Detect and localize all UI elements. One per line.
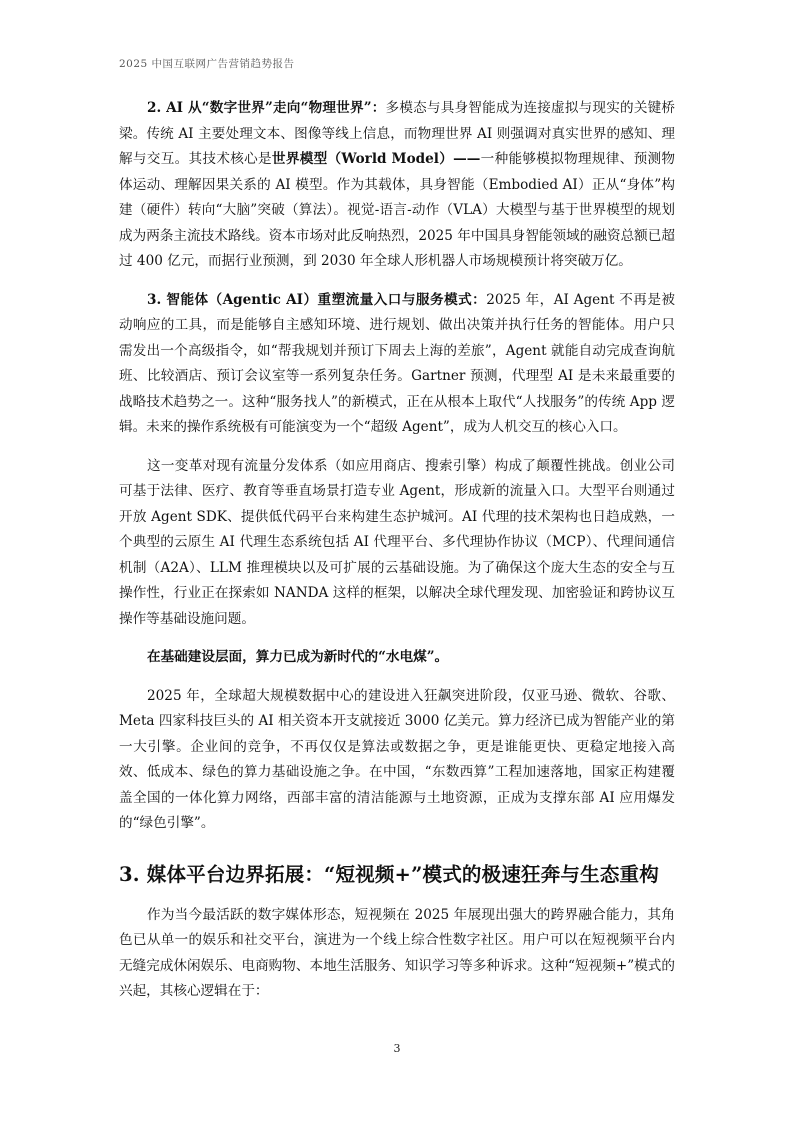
paragraph-agentic-ai [119, 288, 675, 441]
section-heading-media: 3. 媒体平台边界拓展：“短视频+”模式的极速狂奔与生态重构 [119, 862, 659, 886]
paragraph-text: 多模态与具身智能成为连接虚拟与现实的关键桥梁。传统 AI 主要处理文本、图像等线上信息，而物理世界 AI 则强调对真实世界的感知、理解与交互。其技术核心是 [119, 100, 675, 167]
running-header: 2025 中国互联网广告营销趋势报告 [119, 58, 295, 70]
page-number: 3 [393, 1042, 401, 1055]
lead-infrastructure: 在基础建设层面，算力已成为新时代的“水电煤”。 [147, 649, 449, 665]
paragraph-text: 一种能够模拟物理规律、预测物体运动、理解因果关系的 AI 模型。作为其载体，具身智能（Embodied AI）正从“身体”构建（硬件）转向“大脑”突破（算法）。视觉-语言-动作（VLA）大模型与基于世界模型的规划成为两条主流技术路线。资本市场对此反响热烈，2025 年中国具身智能领域的融资总额已超过 400 亿元，而据行业预测，到 2030 年全球人形机器人市场规模预计将突破万亿。 [119, 151, 675, 269]
paragraph-heading: 2. AI 从“数字世界”走向“物理世界”： [147, 100, 386, 116]
page-body [119, 96, 675, 1018]
emphasis-text: 世界模型（World Model）—— [271, 151, 481, 167]
paragraph-compute-infrastructure: 2025 年，全球超大规模数据中心的建设进入狂飙突进阶段，仅亚马逊、微软、谷歌、Meta 四家科技巨头的 AI 相关资本开支就接近 3000 亿美元。算力经济已成为智能产业的第一大引擎。企业间的竞争，不再仅仅是算法或数据之争，更是谁能更快、更稳定地接入高效、低成本、绿色的算力基础设施之争。在中国，“东数西算”工程加速落地，国家正构建覆盖全国的一体化算力网络，西部丰富的清洁能源与土地资源，正成为支撑东部 AI 应用爆发的“绿色引擎”。 [119, 687, 675, 831]
paragraph-ai-physical-world [119, 96, 675, 275]
paragraph-heading: 3. 智能体（Agentic AI）重塑流量入口与服务模式： [147, 291, 487, 308]
paragraph-text: 2025 年，AI Agent 不再是被动响应的工具，而是能够自主感知环境、进行规划、做出决策并执行任务的智能体。用户只需发出一个高级指令，如“帮我规划并预订下周去上海的差旅”，Agent 就能自动完成查询航班、比较酒店、预订会议室等一系列复杂任务。Gartner 预测，代理型 AI 是未来最重要的战略技术趋势之一。这种“服务找人”的新模式，正在从根本上取代“人找服务”的传统 App 逻辑。未来的操作系统极有可能演变为一个“超级 Agent”，成为人机交互的核心入口。 [119, 291, 675, 435]
paragraph-short-video: 作为当今最活跃的数字媒体形态，短视频在 2025 年展现出强大的跨界融合能力，其角色已从单一的娱乐和社交平台，演进为一个线上综合性数字社区。用户可以在短视频平台内无缝完成休闲娱乐、电商购物、本地生活服务、知识学习等多种诉求。这种“短视频+”模式的兴起，其核心逻辑在于： [119, 906, 675, 999]
paragraph-traffic-change: 这一变革对现有流量分发体系（如应用商店、搜索引擎）构成了颠覆性挑战。创业公司可基于法律、医疗、教育等垂直场景打造专业 Agent，形成新的流量入口。大型平台则通过开放 Agent SDK、提供低代码平台来构建生态护城河。AI 代理的技术架构也日趋成熟，一个典型的云原生 AI 代理生态系统包括 AI 代理平台、多代理协作协议（MCP）、代理间通信机制（A2A）、LLM 推理模块以及可扩展的云基础设施。为了确保这个庞大生态的安全与互操作性，行业正在探索如 NANDA 这样的框架，以解决全球代理发现、加密验证和跨协议互操作等基础设施问题。 [119, 457, 675, 627]
